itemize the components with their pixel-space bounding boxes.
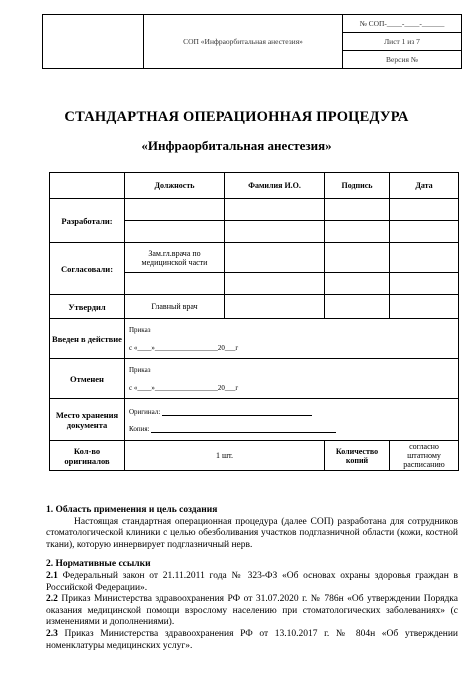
- storage-original-line: [162, 407, 312, 416]
- header-number: № СОП-____-____-______: [343, 15, 462, 33]
- cancelled-order-line: с «____»__________________20___г: [129, 383, 239, 392]
- cancelled-order-label: Приказ: [129, 365, 151, 374]
- row-approved-label: Утвердил: [50, 295, 125, 319]
- section-1-text: Настоящая стандартная операционная процедура (далее СОП) разработана для сотрудников стоматологической клиники с целью обезболивания участков подглазничной области (кожи, костной ткани), которую иннервирует подглазничный нерв.: [46, 516, 458, 550]
- col-signature: Подпись: [325, 173, 390, 199]
- reference-2-3: 2.3 Приказ Министерства здравоохранения РФ от 13.10.2017 г. № 804н «Об утверждении номенклатуры медицинских услуг».: [46, 628, 458, 651]
- originals-value: 1 шт.: [125, 441, 325, 471]
- storage-original-label: Оригинал:: [129, 407, 161, 416]
- row-storage-label: Место хранения документа: [50, 399, 125, 441]
- section-2-title: 2. Нормативные ссылки: [46, 559, 151, 570]
- agreed-position: Зам.гл.врача по медицинской части: [125, 243, 225, 273]
- storage-copy-label: Копия:: [129, 424, 150, 433]
- document-title: СТАНДАРТНАЯ ОПЕРАЦИОННАЯ ПРОЦЕДУРА: [64, 109, 409, 125]
- document-subtitle: «Инфраорбитальная анестезия»: [141, 138, 332, 153]
- approved-position: Главный врач: [125, 295, 225, 319]
- cancelled-order-cell: [125, 359, 459, 399]
- header-version: Версия №: [343, 51, 462, 69]
- col-name: Фамилия И.О.: [225, 173, 325, 199]
- storage-cell: [125, 399, 459, 441]
- introduced-order-cell: [125, 319, 459, 359]
- row-developed-label: Разработали:: [50, 199, 125, 243]
- reference-2-2: 2.2 Приказ Министерства здравоохранения РФ от 31.07.2020 г. № 786н «Об утверждении Порядка оказания медицинской помощи взрослому населению при стоматологических заболеваниях» (с изменениями и дополнениями).: [46, 594, 458, 628]
- row-agreed-label: Согласовали:: [50, 243, 125, 295]
- introduced-order-line: с «____»__________________20___г: [129, 343, 239, 352]
- header-sop-title: СОП «Инфраорбитальная анестезия»: [144, 15, 343, 69]
- approval-table: [49, 172, 459, 471]
- header-table: [42, 14, 462, 69]
- introduced-order-label: Приказ: [129, 325, 151, 334]
- document-body: [46, 505, 458, 652]
- storage-copy-line: [151, 424, 336, 433]
- header-blank-cell: [43, 15, 144, 69]
- reference-2-1: 2.1 Федеральный закон от 21.11.2011 года № 323-ФЗ «Об основах охраны здоровья граждан в Российской Федерации».: [46, 570, 458, 593]
- copies-value: согласно штатному расписанию: [390, 441, 459, 471]
- header-sheet: Лист 1 из 7: [343, 33, 462, 51]
- copies-label: Количество копий: [325, 441, 390, 471]
- row-originals-label: Кол-во оригиналов: [50, 441, 125, 471]
- row-introduced-label: Введен в действие: [50, 319, 125, 359]
- section-1-title: 1. Область применения и цель создания: [46, 505, 218, 515]
- row-cancelled-label: Отменен: [50, 359, 125, 399]
- col-position: Должность: [125, 173, 225, 199]
- col-date: Дата: [390, 173, 459, 199]
